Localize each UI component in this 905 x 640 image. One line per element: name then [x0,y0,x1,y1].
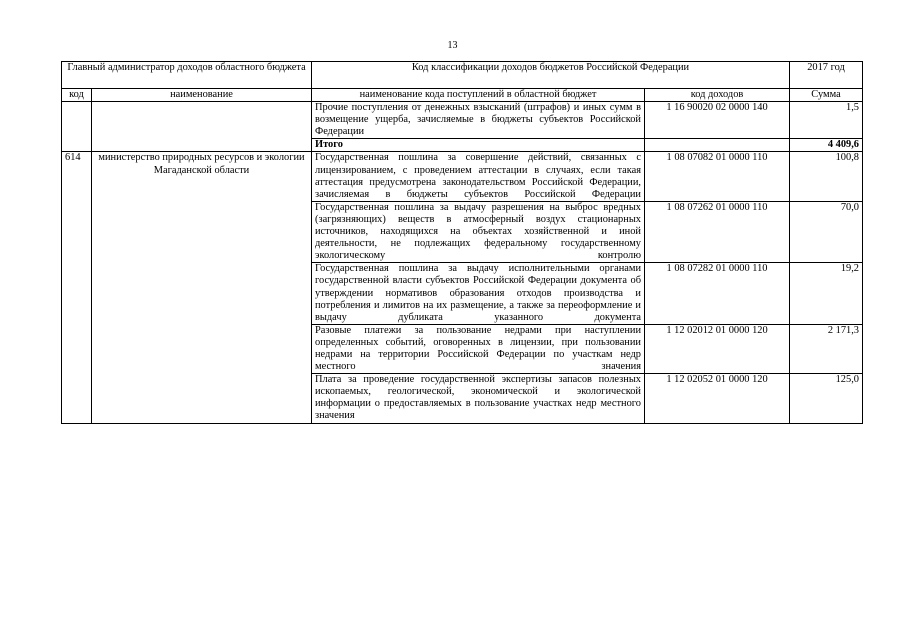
income-amount: 70,0 [790,201,863,262]
header-income-name: наименование кода поступлений в областной бюджет [312,89,645,102]
admin-code-cell [62,102,92,152]
header-amount: Сумма [790,89,863,102]
admin-code: 614 [62,152,92,423]
income-name: Государственная пошлина за выдачу разрешения на выброс вредных (загрязняющих) веществ в атмосферный воздух стационарных источников, находящихся на объектах хозяйственной и иной деятельности, не подлежащих федеральному государственному экологическому контролю [312,201,645,262]
income-code: 1 16 90020 02 0000 140 [645,102,790,139]
income-amount: 2 171,3 [790,324,863,373]
income-code: 1 08 07282 01 0000 110 [645,263,790,324]
total-code-cell [645,139,790,152]
income-amount: 100,8 [790,152,863,201]
income-amount: 1,5 [790,102,863,139]
income-name: Прочие поступления от денежных взысканий (штрафов) и иных сумм в возмещение ущерба, зачисляемые в бюджеты субъектов Российской Федерации [312,102,645,139]
income-code: 1 08 07082 01 0000 110 [645,152,790,201]
income-amount: 125,0 [790,374,863,423]
header-year: 2017 год [790,62,863,89]
header-code: код [62,89,92,102]
page-number: 13 [447,40,458,51]
income-code: 1 08 07262 01 0000 110 [645,201,790,262]
table-subheader-row [62,89,863,102]
table-row [62,102,863,139]
income-code: 1 12 02012 01 0000 120 [645,324,790,373]
total-label: Итого [312,139,645,152]
header-name: наименование [92,89,312,102]
header-income-code: код доходов [645,89,790,102]
header-admin: Главный администратор доходов областного бюджета [62,62,312,89]
income-name: Разовые платежи за пользование недрами при наступлении определенных событий, оговоренных в лицензии, при пользовании недрами на территории Российской Федерации по участкам недр местного значения [312,324,645,373]
total-amount: 4 409,6 [790,139,863,152]
income-name: Государственная пошлина за совершение действий, связанных с лицензированием, с проведением аттестации в случаях, если такая аттестация предусмотрена законодательством Российской Федерации, зачисляемая в бюджеты субъектов Российской Федерации [312,152,645,201]
table-row [62,152,863,201]
income-name: Плата за проведение государственной экспертизы запасов полезных ископаемых, геологической, экономической и экологической информации о предоставляемых в пользование участках недр местного значения [312,374,645,423]
table-header-row [62,62,863,89]
admin-name: министерство природных ресурсов и экологии Магаданской области [92,152,312,423]
income-code: 1 12 02052 01 0000 120 [645,374,790,423]
income-name: Государственная пошлина за выдачу исполнительными органами государственной власти субъектов Российской Федерации документа об утверждении нормативов образования отходов производства и потребления и лимитов на их размещение, а также за переоформление и выдачу дубликата указанного документа [312,263,645,324]
budget-income-table [61,61,863,424]
admin-name-cell [92,102,312,152]
income-amount: 19,2 [790,263,863,324]
header-classification: Код классификации доходов бюджетов Российской Федерации [312,62,790,89]
